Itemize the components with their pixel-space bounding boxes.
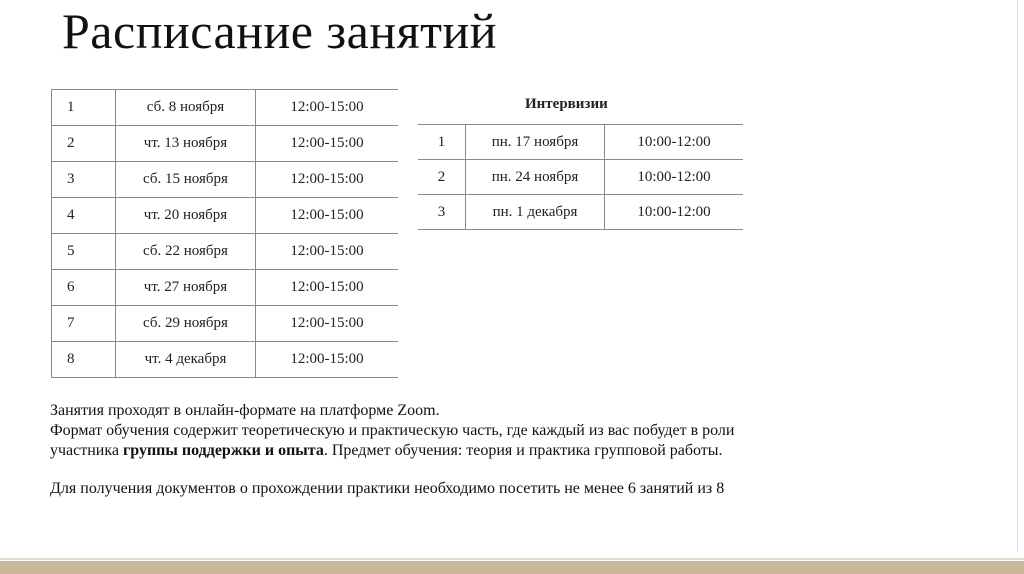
row-day: чт. 27 ноября (116, 270, 256, 306)
table-row (52, 342, 399, 378)
table-row (52, 270, 399, 306)
table-row (52, 162, 399, 198)
note-content: Формат обучения содержит теоретическую и практическую часть, где каждый из вас побудет в роли (50, 422, 735, 439)
row-number: 3 (418, 195, 466, 230)
row-number: 8 (52, 342, 116, 378)
row-time: 12:00-15:00 (256, 342, 399, 378)
table-row (418, 195, 743, 230)
row-time: 12:00-15:00 (256, 306, 399, 342)
table-row (52, 126, 399, 162)
notes-block (50, 401, 950, 499)
row-time: 10:00-12:00 (605, 195, 744, 230)
row-time: 12:00-15:00 (256, 90, 399, 126)
row-day: пн. 24 ноября (466, 160, 605, 195)
row-time: 12:00-15:00 (256, 270, 399, 306)
row-day: сб. 22 ноября (116, 234, 256, 270)
row-day: чт. 13 ноября (116, 126, 256, 162)
slide-right-border (1017, 0, 1018, 552)
note-subject-prefix: участника (50, 442, 123, 459)
row-number: 6 (52, 270, 116, 306)
row-number: 1 (418, 125, 466, 160)
footer-bar (0, 561, 1024, 574)
main-schedule-table (51, 89, 398, 378)
page-title: Расписание занятий (62, 3, 497, 59)
row-number: 2 (52, 126, 116, 162)
row-day: чт. 4 декабря (116, 342, 256, 378)
row-time: 12:00-15:00 (256, 162, 399, 198)
row-day: пн. 1 декабря (466, 195, 605, 230)
row-number: 7 (52, 306, 116, 342)
row-day: сб. 15 ноября (116, 162, 256, 198)
table-row (52, 306, 399, 342)
row-number: 4 (52, 198, 116, 234)
row-day: пн. 17 ноября (466, 125, 605, 160)
row-time: 12:00-15:00 (256, 126, 399, 162)
footer-accent-line (0, 558, 1024, 560)
row-number: 5 (52, 234, 116, 270)
note-format: Занятия проходят в онлайн-формате на платформе Zoom. (50, 402, 440, 419)
note-subject-suffix: . Предмет обучения: теория и практика групповой работы. (323, 442, 723, 459)
row-number: 3 (52, 162, 116, 198)
note-requirement: Для получения документов о прохождении практики необходимо посетить не менее 6 занятий из 8 (50, 480, 725, 497)
intervisions-table (418, 124, 743, 230)
table-row (52, 198, 399, 234)
row-time: 10:00-12:00 (605, 125, 744, 160)
row-time: 12:00-15:00 (256, 198, 399, 234)
table-row (52, 90, 399, 126)
row-day: сб. 29 ноября (116, 306, 256, 342)
row-number: 2 (418, 160, 466, 195)
table-row (418, 125, 743, 160)
note-subject-highlight: группы поддержки и опыта (123, 442, 324, 459)
row-time: 10:00-12:00 (605, 160, 744, 195)
table-row (418, 160, 743, 195)
intervisions-title: Интервизии (525, 96, 608, 112)
row-number: 1 (52, 90, 116, 126)
row-time: 12:00-15:00 (256, 234, 399, 270)
row-day: чт. 20 ноября (116, 198, 256, 234)
table-row (52, 234, 399, 270)
row-day: сб. 8 ноября (116, 90, 256, 126)
note-subject (50, 441, 950, 461)
